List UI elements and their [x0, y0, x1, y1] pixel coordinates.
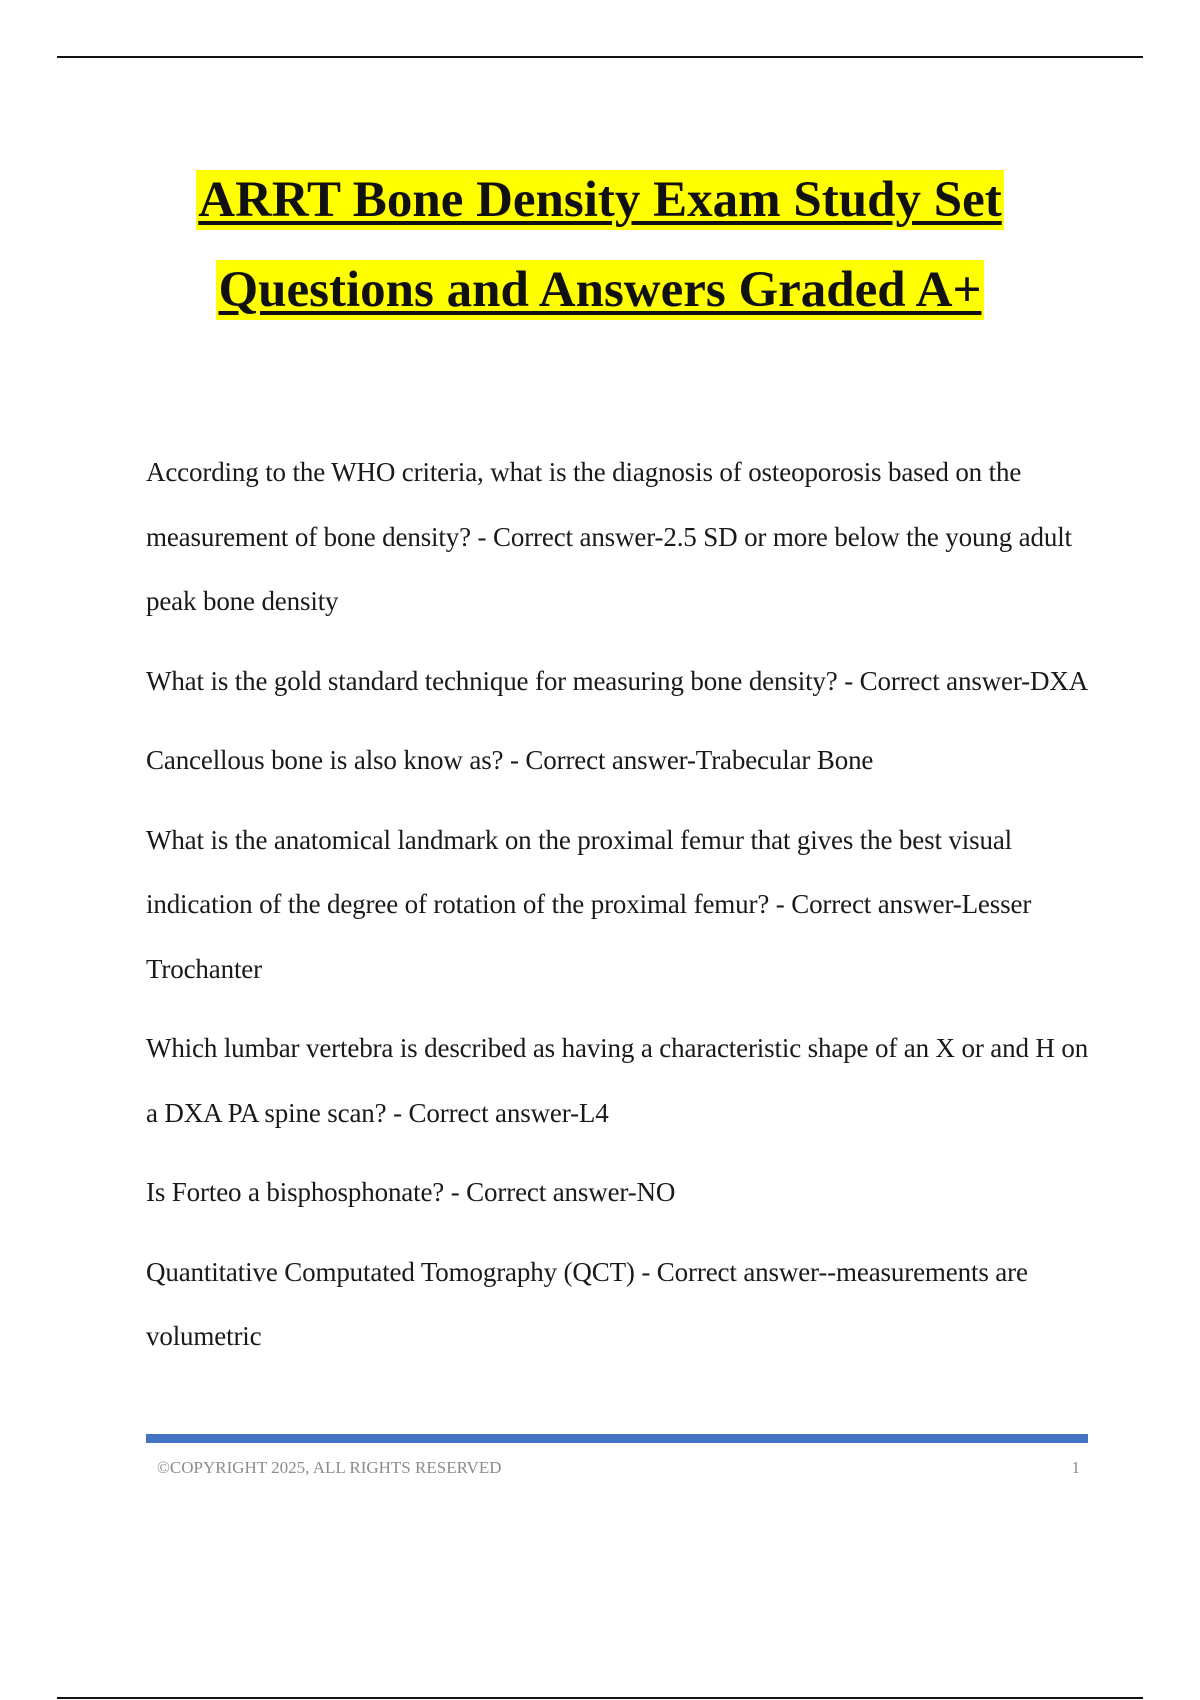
qa-item-7: Quantitative Computated Tomography (QCT) - Correct answer--measurements are volumetric — [146, 1256, 1028, 1351]
qa-item-1: According to the WHO criteria, what is the diagnosis of osteoporosis based on the measurement of bone density? - Correct answer-2.5 SD or more below the young adult peak bone density — [146, 457, 1072, 616]
footer-divider-bar — [146, 1434, 1088, 1443]
document-title — [0, 170, 1200, 320]
bottom-divider — [57, 1697, 1143, 1699]
qa-item-2: What is the gold standard technique for measuring bone density? - Correct answer-DXA — [146, 665, 1089, 696]
footer-copyright: ©COPYRIGHT 2025, ALL RIGHTS RESERVED — [157, 1458, 502, 1477]
qa-item-5: Which lumbar vertebra is described as having a characteristic shape of an X or and H on a DXA PA spine scan? - Correct answer-L4 — [146, 1033, 1089, 1128]
qa-item-3: Cancellous bone is also know as? - Correct answer-Trabecular Bone — [146, 745, 874, 775]
qa-item-6: Is Forteo a bisphosphonate? - Correct answer-NO — [146, 1177, 676, 1207]
footer-page-number: 1 — [1071, 1458, 1080, 1477]
top-divider — [57, 56, 1143, 58]
qa-item-4: What is the anatomical landmark on the proximal femur that gives the best visual indication of the degree of rotation of the proximal femur? - Correct answer-Lesser Trochanter — [146, 824, 1032, 984]
title-line-2: Questions and Answers Graded A+ — [218, 262, 982, 318]
qa-list — [146, 440, 1091, 1384]
title-line-1: ARRT Bone Density Exam Study Set — [198, 172, 1002, 228]
